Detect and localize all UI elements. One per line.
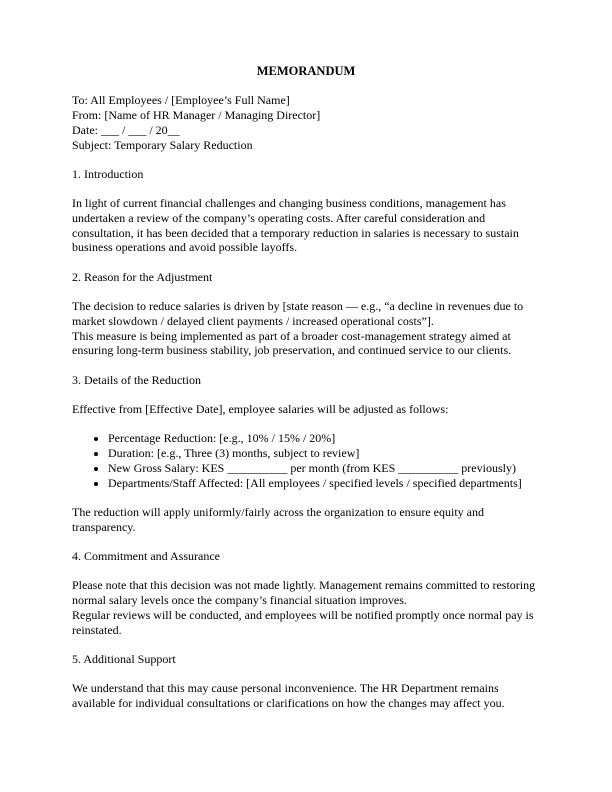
paragraph: Effective from [Effective Date], employee salaries will be adjusted as follows: [72,402,449,417]
paragraph: The decision to reduce salaries is driven by [state reason — e.g., “a decline in revenues due to market slowdown / delayed client payments / increased operational costs”]. [72,299,524,328]
section-heading-details: 3. Details of the Reduction [72,372,201,387]
section-details-outro [72,505,540,534]
paragraph: In light of current financial challenges and changing business conditions, management has undertaken a review of the company’s operating costs. After careful consideration and consultation, it has been decided that a temporary reduction in salaries is necessary to sustain business operations and avoid possible layoffs. [72,196,519,255]
details-bullet-list [72,431,540,490]
paragraph: Regular reviews will be conducted, and employees will be notified promptly once normal pay is reinstated. [72,607,534,637]
memo-date-line: Date: ___ / ___ / 20__ [72,122,180,137]
memo-from-line: From: [Name of HR Manager / Managing Director] [72,108,321,123]
paragraph: The reduction will apply uniformly/fairly across the organization to ensure equity and transparency. [72,504,484,534]
memo-title: MEMORANDUM [256,64,356,78]
section-body-commitment [72,578,540,637]
section-body-additional-support [72,681,540,710]
section-heading-additional-support: 5. Additional Support [72,651,176,666]
bullet-duration: • Duration: [e.g., Three (3) months, subject to review] [108,446,540,461]
section-heading-introduction: 1. Introduction [72,166,144,181]
bullet-new-gross-salary: • New Gross Salary: KES __________ per month (from KES __________ previously) [108,461,540,476]
section-heading-reason: 2. Reason for the Adjustment [72,269,213,284]
section-body-introduction [72,196,540,255]
memo-header-block [72,93,540,152]
section-body-reason [72,299,540,358]
paragraph: We understand that this may cause personal inconvenience. The HR Department remains available for individual consultations or clarifications on how the changes may affect you. [72,681,505,711]
section-details-intro [72,402,540,417]
section-heading-commitment: 4. Commitment and Assurance [72,549,220,564]
bullet-percentage-reduction: • Percentage Reduction: [e.g., 10% / 15% / 20%] [108,431,540,446]
memo-subject-line: Subject: Temporary Salary Reduction [72,137,253,152]
paragraph: Please note that this decision was not made lightly. Management remains committed to restoring normal salary levels once the company’s financial situation improves. [72,578,536,608]
memo-to-line: To: All Employees / [Employee’s Full Name] [72,93,290,108]
bullet-departments-affected: • Departments/Staff Affected: [All employees / specified levels / specified departments] [108,476,540,491]
paragraph: This measure is being implemented as part of a broader cost-management strategy aimed at ensuring long-term business stability, job preservation, and continued service to our clients. [72,328,512,358]
